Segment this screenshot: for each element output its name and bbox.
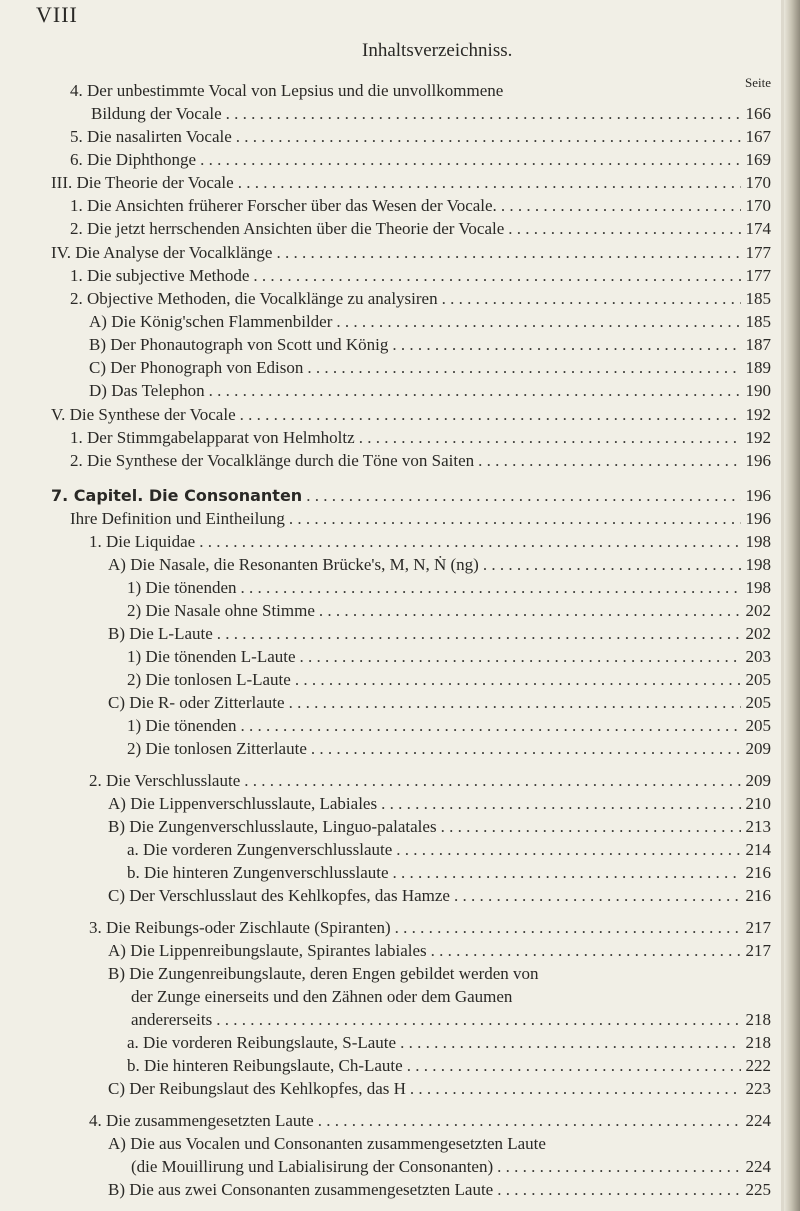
toc-entry-text: a. Die vorderen Reibungslaute, S-Laute [127, 1033, 397, 1052]
toc-entry-text: 4. Die zusammengesetzten Laute [89, 1111, 314, 1130]
toc-entry-text: b. Die hinteren Zungenverschlusslaute [127, 863, 389, 882]
toc-entry-page: 205 [745, 716, 771, 735]
toc-entry-text: C) Die R- oder Zitterlaute [108, 693, 285, 712]
toc-entry-page: 169 [745, 150, 771, 169]
toc-entry-text: a. Die vorderen Zungenverschlusslaute [127, 840, 393, 859]
toc-entry-text: C) Der Phonograph von Edison [89, 358, 304, 377]
toc-entry [108, 886, 771, 912]
toc-entry [108, 1180, 771, 1206]
toc-entry-text: A) Die aus Vocalen und Consonanten zusammengesetzten Laute [108, 1134, 546, 1153]
toc-entry-page: 198 [745, 532, 771, 551]
toc-entry-page: 202 [745, 601, 771, 620]
toc-entry-text: 1. Die Liquidae [89, 532, 196, 551]
toc-entry-text: 2. Objective Methoden, die Vocalklänge zu analysiren [70, 289, 438, 308]
toc-entry-page: 190 [745, 381, 771, 400]
toc-entry-page: 192 [745, 428, 771, 447]
toc-entry-page: 170 [745, 196, 771, 215]
toc-entry-text: C) Der Verschlusslaut des Kehlkopfes, das Hamze [108, 886, 450, 905]
toc-entry-page: 185 [745, 289, 771, 308]
toc-entry-page: 224 [745, 1157, 771, 1176]
toc-entry-text: 1) Die tönenden [127, 578, 237, 597]
toc-entry-page: 196 [745, 509, 771, 528]
toc-entry-text: 1. Der Stimmgabelapparat von Helmholtz [70, 428, 355, 447]
toc-entry-text: D) Das Telephon [89, 381, 205, 400]
toc-entry-page: 187 [745, 335, 771, 354]
toc-entry-text: B) Die aus zwei Consonanten zusammengesetzten Laute [108, 1180, 494, 1199]
toc-entry-text: 5. Die nasalirten Vocale [70, 127, 232, 146]
toc-entry-page: 222 [745, 1056, 771, 1075]
toc-entry-page: 210 [745, 794, 771, 813]
toc-entry-text: 2. Die jetzt herrschenden Ansichten über die Theorie der Vocale [70, 219, 505, 238]
toc-entry [70, 451, 771, 477]
toc-entry-page: 177 [745, 266, 771, 285]
toc-entry-page: 192 [745, 405, 771, 424]
toc-entry-text: B) Die Zungenverschlusslaute, Linguo-palatales [108, 817, 437, 836]
toc-entry-text: 1. Die Ansichten früherer Forscher über das Wesen der Vocale. [70, 196, 497, 215]
toc-entry-text: Ihre Definition und Eintheilung [70, 509, 285, 528]
toc-entry-page: 198 [745, 578, 771, 597]
toc-entry-text: V. Die Synthese der Vocale [51, 405, 236, 424]
toc-entry-text: 1) Die tönenden L-Laute [127, 647, 296, 666]
toc-entry [108, 1079, 771, 1105]
toc-entry [127, 739, 771, 765]
toc-entry-page: 214 [745, 840, 771, 859]
toc-entry-page: 218 [745, 1033, 771, 1052]
toc-entry-page: 205 [745, 693, 771, 712]
toc-entry-page: 223 [745, 1079, 771, 1098]
toc-entry-text: 4. Der unbestimmte Vocal von Lepsius und die unvollkommene [70, 81, 504, 100]
toc-entry-text: IV. Die Analyse der Vocalklänge [51, 243, 273, 262]
toc-entry-text: 2. Die Verschlusslaute [89, 771, 241, 790]
toc-entry-text: 2. Die Synthese der Vocalklänge durch die Töne von Saiten [70, 451, 475, 470]
toc-entry-text: der Zunge einerseits und den Zähnen oder dem Gaumen [131, 987, 513, 1006]
toc-entry-page: 216 [745, 886, 771, 905]
toc-entry-page: 196 [745, 486, 771, 505]
toc-entry-page: 202 [745, 624, 771, 643]
toc-entry-text: 3. Die Reibungs-oder Zischlaute (Spiranten) [89, 918, 391, 937]
toc-entry-page: 205 [745, 670, 771, 689]
toc-entry-page: 216 [745, 863, 771, 882]
toc-entry-text: b. Die hinteren Reibungslaute, Ch-Laute [127, 1056, 403, 1075]
toc-entry-text: C) Der Reibungslaut des Kehlkopfes, das H [108, 1079, 406, 1098]
page-number: VIII [36, 2, 78, 27]
toc-entry-text: 1. Die subjective Methode [70, 266, 250, 285]
toc-entry-text: A) Die König'schen Flammenbilder [89, 312, 333, 331]
toc-entry-page: 189 [745, 358, 771, 377]
toc-entry [89, 381, 771, 407]
toc-entry-text: 2) Die tonlosen Zitterlaute [127, 739, 307, 758]
toc-entry-page: 203 [745, 647, 771, 666]
running-title: Inhaltsverzeichniss. [362, 40, 513, 61]
toc-entry [70, 219, 771, 245]
toc-entry-text: 1) Die tönenden [127, 716, 237, 735]
toc-entry-text: 7. Capitel. Die Consonanten [51, 486, 303, 505]
toc-entry-text: Bildung der Vocale [91, 104, 222, 123]
toc-entry-text: A) Die Lippenverschlusslaute, Labiales [108, 794, 378, 813]
toc-entry-text: 2) Die tonlosen L-Laute [127, 670, 291, 689]
toc-entry-text: B) Der Phonautograph von Scott und König [89, 335, 389, 354]
toc-entry-page: 185 [745, 312, 771, 331]
toc-entry-text: III. Die Theorie der Vocale [51, 173, 234, 192]
toc-entry-page: 198 [745, 555, 771, 574]
page-edge [784, 0, 800, 1211]
toc-entry-text: andererseits [131, 1010, 213, 1029]
toc-entry-text: A) Die Lippenreibungslaute, Spirantes labiales [108, 941, 427, 960]
toc-entry-page: 218 [745, 1010, 771, 1029]
toc-entry-page: 170 [745, 173, 771, 192]
toc-entry-text: (die Mouillirung und Labialisirung der Consonanten) [131, 1157, 494, 1176]
toc-entry-page: 225 [745, 1180, 771, 1199]
toc-entry-text: B) Die Zungenreibungslaute, deren Engen gebildet werden von [108, 964, 539, 983]
toc-entry-page: 166 [745, 104, 771, 123]
toc-entry-page: 209 [745, 771, 771, 790]
toc-entry-text: A) Die Nasale, die Resonanten Brücke's, M, N, Ṅ (ng) [108, 555, 479, 574]
toc-entry-text: 6. Die Diphthonge [70, 150, 197, 169]
toc-entry-page: 196 [745, 451, 771, 470]
toc-entry-page: 167 [745, 127, 771, 146]
toc-entry-page: 174 [745, 219, 771, 238]
toc-entry-page: 217 [745, 918, 771, 937]
toc-entry-page: 213 [745, 817, 771, 836]
seite-column-label: Seite [745, 75, 771, 90]
toc-entry-text: B) Die L-Laute [108, 624, 213, 643]
toc-entry-page: 177 [745, 243, 771, 262]
toc-entry-text: 2) Die Nasale ohne Stimme [127, 601, 315, 620]
toc-entry-page: 217 [745, 941, 771, 960]
toc-entry-page: 209 [745, 739, 771, 758]
toc-entry-page: 224 [745, 1111, 771, 1130]
